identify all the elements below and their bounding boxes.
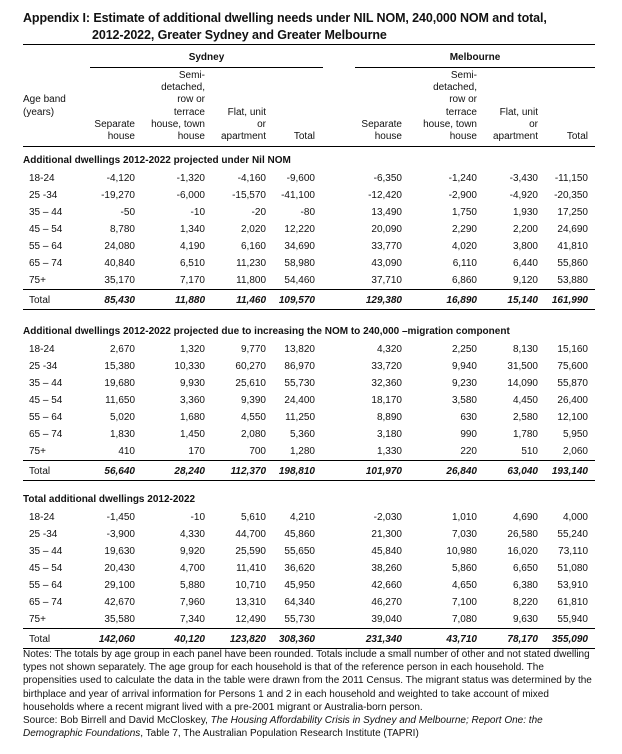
sydney-cell: -4,160 xyxy=(237,173,266,184)
sydney-total-cell: 109,570 xyxy=(278,295,315,306)
sydney-col-header-flat: or xyxy=(257,118,266,130)
melbourne-cell: 3,580 xyxy=(451,395,477,406)
sydney-total-cell: 40,120 xyxy=(174,634,205,645)
melbourne-cell: 6,380 xyxy=(512,580,538,591)
melbourne-cell: 33,770 xyxy=(371,241,402,252)
sydney-cell: 35,170 xyxy=(104,275,135,286)
sydney-cell: 11,410 xyxy=(236,563,266,574)
age-band-label: 25 -34 xyxy=(29,529,58,540)
sydney-cell: 45,950 xyxy=(284,580,315,591)
melbourne-cell: -6,350 xyxy=(373,173,402,184)
sydney-cell: -50 xyxy=(120,207,135,218)
sydney-total-cell: 112,370 xyxy=(230,466,266,477)
sydney-cell: 40,840 xyxy=(104,258,135,269)
sydney-cell: 4,330 xyxy=(179,529,205,540)
melbourne-cell: 5,860 xyxy=(451,563,477,574)
melbourne-total-cell: 78,170 xyxy=(507,634,538,645)
sydney-cell: 12,490 xyxy=(235,614,266,625)
melbourne-cell: 10,980 xyxy=(446,546,477,557)
total-label: Total xyxy=(29,466,51,477)
sydney-cell: 55,730 xyxy=(284,614,315,625)
melbourne-cell: 15,160 xyxy=(557,344,588,355)
melbourne-total-cell: 26,840 xyxy=(446,466,477,477)
sydney-cell: 10,330 xyxy=(174,361,205,372)
melbourne-cell: 26,400 xyxy=(557,395,588,406)
sydney-cell: -15,570 xyxy=(232,190,266,201)
melbourne-cell: 6,860 xyxy=(451,275,477,286)
melbourne-cell: 21,300 xyxy=(371,529,402,540)
melbourne-cell: 17,250 xyxy=(557,207,588,218)
total-row-bottom-divider xyxy=(23,309,595,310)
melbourne-col-header-separate: Separate xyxy=(361,118,402,130)
sydney-total-cell: 11,460 xyxy=(236,295,266,306)
age-band-label: 35 – 44 xyxy=(29,546,63,557)
melbourne-cell: 7,100 xyxy=(451,597,477,608)
melbourne-cell: 9,230 xyxy=(451,378,477,389)
melbourne-cell: 42,660 xyxy=(371,580,402,591)
sydney-cell: 4,190 xyxy=(179,241,205,252)
sydney-cell: 25,610 xyxy=(235,378,266,389)
age-band-label: 75+ xyxy=(29,614,46,625)
melbourne-cell: 46,270 xyxy=(371,597,402,608)
sydney-cell: 1,320 xyxy=(179,344,205,355)
age-band-label: 65 – 74 xyxy=(29,258,63,269)
sydney-cell: 7,170 xyxy=(179,275,205,286)
age-band-header-line-1: Age band xyxy=(23,94,66,106)
melbourne-cell: 1,330 xyxy=(376,446,402,457)
page-title xyxy=(23,10,603,44)
title-line-2: 2012-2022, Greater Sydney and Greater Melbourne xyxy=(92,28,387,42)
sydney-cell: 1,340 xyxy=(179,224,205,235)
melbourne-cell: -11,150 xyxy=(554,173,588,184)
region-header-sydney: Sydney xyxy=(188,52,225,63)
melbourne-cell: 4,320 xyxy=(376,344,402,355)
melbourne-total-cell: 193,140 xyxy=(551,466,588,477)
age-band-label: 75+ xyxy=(29,446,46,457)
panel-title: Additional dwellings 2012-2022 projected under Nil NOM xyxy=(23,155,291,166)
melbourne-cell: 61,810 xyxy=(557,597,588,608)
sydney-total-cell: 28,240 xyxy=(174,466,205,477)
sydney-total-cell: 142,060 xyxy=(98,634,135,645)
sydney-cell: 7,960 xyxy=(179,597,205,608)
source-suffix: , Table 7, The Australian Population Research Institute (TAPRI) xyxy=(140,728,419,740)
sydney-cell: 34,690 xyxy=(284,241,315,252)
melbourne-col-header-semi: Semi- xyxy=(450,70,477,81)
sydney-cell: 44,700 xyxy=(235,529,266,540)
melbourne-cell: 55,870 xyxy=(557,378,588,389)
sydney-cell: 60,270 xyxy=(235,361,266,372)
sydney-cell: 13,820 xyxy=(284,344,315,355)
sydney-cell: 10,710 xyxy=(235,580,266,591)
melbourne-cell: -12,420 xyxy=(368,190,402,201)
sydney-cell: 58,980 xyxy=(284,258,315,269)
sydney-cell: 13,310 xyxy=(235,597,266,608)
melbourne-total-cell: 231,340 xyxy=(365,634,402,645)
melbourne-cell: 16,020 xyxy=(507,546,538,557)
melbourne-cell: 31,500 xyxy=(507,361,538,372)
sydney-cell: -6,000 xyxy=(176,190,205,201)
age-band-label: 65 – 74 xyxy=(29,429,63,440)
age-band-label: 45 – 54 xyxy=(29,224,63,235)
sydney-cell: 15,380 xyxy=(104,361,135,372)
age-band-label: 55 – 64 xyxy=(29,412,63,423)
melbourne-cell: 41,810 xyxy=(557,241,588,252)
melbourne-cell: 55,240 xyxy=(557,529,588,540)
age-band-label: 18-24 xyxy=(29,173,55,184)
melbourne-header-underline xyxy=(355,67,595,68)
melbourne-cell: 4,650 xyxy=(451,580,477,591)
title-line-1: Appendix I: Estimate of additional dwelling needs under NIL NOM, 240,000 NOM and total, xyxy=(23,11,547,25)
title-divider xyxy=(23,44,595,45)
sydney-total-cell: 198,810 xyxy=(278,466,315,477)
melbourne-col-header-flat: or xyxy=(529,118,538,130)
melbourne-cell: 510 xyxy=(521,446,538,457)
melbourne-cell: 6,440 xyxy=(512,258,538,269)
melbourne-cell: 1,750 xyxy=(451,207,477,218)
sydney-cell: 11,230 xyxy=(236,258,266,269)
age-band-header-line-2: (years) xyxy=(23,106,55,118)
age-band-label: 65 – 74 xyxy=(29,597,63,608)
sydney-cell: -1,450 xyxy=(106,512,135,523)
melbourne-cell: 33,720 xyxy=(371,361,402,372)
sydney-cell: -80 xyxy=(300,207,315,218)
sydney-cell: -19,270 xyxy=(101,190,135,201)
melbourne-cell: 8,220 xyxy=(512,597,538,608)
sydney-cell: 410 xyxy=(118,446,135,457)
sydney-col-header-flat: apartment xyxy=(220,131,266,142)
sydney-cell: 1,450 xyxy=(179,429,205,440)
total-label: Total xyxy=(29,634,51,645)
sydney-header-underline xyxy=(90,67,323,68)
sydney-cell: 64,340 xyxy=(284,597,315,608)
melbourne-cell: 32,360 xyxy=(371,378,402,389)
sydney-cell: 45,860 xyxy=(284,529,315,540)
age-band-label: 35 – 44 xyxy=(29,378,63,389)
sydney-total-cell: 11,880 xyxy=(175,295,205,306)
sydney-cell: 3,360 xyxy=(179,395,205,406)
melbourne-cell: 3,800 xyxy=(512,241,538,252)
sydney-cell: 35,580 xyxy=(104,614,135,625)
sydney-cell: 4,210 xyxy=(289,512,315,523)
total-row-top-divider xyxy=(23,289,595,290)
melbourne-col-header-flat: apartment xyxy=(492,131,538,142)
sydney-cell: 29,100 xyxy=(104,580,135,591)
melbourne-cell: 75,600 xyxy=(557,361,588,372)
sydney-cell: 19,680 xyxy=(104,378,135,389)
sydney-col-header-semi: Semi- xyxy=(178,70,205,81)
sydney-cell: 5,610 xyxy=(240,512,266,523)
age-band-label: 55 – 64 xyxy=(29,580,63,591)
melbourne-cell: 51,080 xyxy=(557,563,588,574)
melbourne-cell: -1,240 xyxy=(448,173,477,184)
sydney-total-cell: 56,640 xyxy=(104,466,135,477)
melbourne-cell: 39,040 xyxy=(371,614,402,625)
melbourne-cell: 4,690 xyxy=(512,512,538,523)
sydney-cell: 24,400 xyxy=(284,395,315,406)
age-band-label: 75+ xyxy=(29,275,46,286)
melbourne-cell: 9,120 xyxy=(512,275,538,286)
melbourne-cell: 4,000 xyxy=(562,512,588,523)
source-prefix: Source: Bob Birrell and David McCloskey, xyxy=(23,715,211,727)
melbourne-col-header-semi: detached, xyxy=(433,82,477,94)
sydney-cell: 5,020 xyxy=(109,412,135,423)
melbourne-cell: 4,020 xyxy=(451,241,477,252)
melbourne-cell: 9,630 xyxy=(512,614,538,625)
melbourne-cell: 4,450 xyxy=(512,395,538,406)
sydney-total-cell: 85,430 xyxy=(104,295,135,306)
melbourne-cell: 6,650 xyxy=(512,563,538,574)
melbourne-total-cell: 161,990 xyxy=(551,295,588,306)
total-row-top-divider xyxy=(23,460,595,461)
melbourne-col-header-separate: house xyxy=(374,131,402,142)
sydney-cell: 4,550 xyxy=(240,412,266,423)
sydney-cell: 24,080 xyxy=(104,241,135,252)
sydney-cell: 19,630 xyxy=(104,546,135,557)
melbourne-total-cell: 15,140 xyxy=(507,295,538,306)
melbourne-col-header-total: Total xyxy=(566,131,588,142)
melbourne-cell: 38,260 xyxy=(371,563,402,574)
melbourne-cell: 8,890 xyxy=(376,412,402,423)
melbourne-cell: 53,910 xyxy=(557,580,588,591)
melbourne-total-cell: 129,380 xyxy=(365,295,402,306)
sydney-col-header-semi: house xyxy=(177,131,205,142)
age-band-label: 18-24 xyxy=(29,344,55,355)
table-notes xyxy=(23,648,598,740)
melbourne-cell: -3,430 xyxy=(509,173,538,184)
age-band-label: 25 -34 xyxy=(29,190,58,201)
melbourne-col-header-flat: Flat, unit xyxy=(499,106,538,118)
sydney-col-header-separate: Separate xyxy=(94,118,135,130)
sydney-cell: 1,280 xyxy=(289,446,315,457)
melbourne-cell: 2,250 xyxy=(451,344,477,355)
sydney-cell: 5,880 xyxy=(179,580,205,591)
melbourne-cell: 2,060 xyxy=(562,446,588,457)
sydney-cell: 5,360 xyxy=(289,429,315,440)
melbourne-cell: 43,090 xyxy=(371,258,402,269)
sydney-col-header-semi: terrace xyxy=(173,106,205,118)
total-label: Total xyxy=(29,295,51,306)
melbourne-cell: 7,080 xyxy=(451,614,477,625)
melbourne-cell: 20,090 xyxy=(371,224,402,235)
melbourne-cell: 8,130 xyxy=(512,344,538,355)
sydney-cell: 6,510 xyxy=(179,258,205,269)
panel-title: Total additional dwellings 2012-2022 xyxy=(23,494,196,505)
age-band-label: 18-24 xyxy=(29,512,55,523)
age-band-label: 25 -34 xyxy=(29,361,58,372)
melbourne-cell: 220 xyxy=(460,446,477,457)
age-band-label: 55 – 64 xyxy=(29,241,63,252)
melbourne-cell: 1,780 xyxy=(512,429,538,440)
melbourne-col-header-semi: house, town xyxy=(423,118,477,130)
region-header-melbourne: Melbourne xyxy=(449,52,501,63)
melbourne-cell: 37,710 xyxy=(371,275,402,286)
sydney-cell: 700 xyxy=(249,446,266,457)
melbourne-cell: 55,940 xyxy=(557,614,588,625)
melbourne-cell: 3,180 xyxy=(376,429,402,440)
sydney-cell: 9,390 xyxy=(240,395,266,406)
sydney-cell: -20 xyxy=(251,207,266,218)
melbourne-total-cell: 101,970 xyxy=(365,466,402,477)
melbourne-total-cell: 355,090 xyxy=(551,634,588,645)
total-row-top-divider xyxy=(23,628,595,629)
sydney-cell: 9,770 xyxy=(240,344,266,355)
melbourne-cell: 13,490 xyxy=(371,207,402,218)
sydney-cell: 1,830 xyxy=(109,429,135,440)
melbourne-col-header-semi: house xyxy=(449,131,477,142)
melbourne-cell: 7,030 xyxy=(451,529,477,540)
sydney-cell: 20,430 xyxy=(104,563,135,574)
sydney-col-header-semi: house, town xyxy=(151,118,205,130)
melbourne-total-cell: 43,710 xyxy=(446,634,477,645)
sydney-cell: -4,120 xyxy=(106,173,135,184)
sydney-cell: 9,920 xyxy=(179,546,205,557)
sydney-cell: 12,220 xyxy=(284,224,315,235)
notes-text: Notes: The totals by age group in each panel have been rounded. Totals include a small number of other and not stated dwelling types not shown separately. The age group for each household is that of the reference person in each household. The propensities used to calculate the data in the table were drawn from the 2011 Census. The migrant status was determined by the birthplace and year of arrival information for Persons 1 and 2 in each household and weighted to take account of mixed households where a recent migrant lived with a pre-2001 migrant or Australia-born person. xyxy=(23,649,592,713)
melbourne-cell: -2,030 xyxy=(373,512,402,523)
age-band-label: 35 – 44 xyxy=(29,207,63,218)
panel-title: Additional dwellings 2012-2022 projected due to increasing the NOM to 240,000 –migration component xyxy=(23,326,510,337)
melbourne-cell: -4,920 xyxy=(509,190,538,201)
source-title: The Housing Affordability Crisis in Sydney and Melbourne; Report One: the Demographic Foundations xyxy=(23,715,543,740)
melbourne-cell: 1,010 xyxy=(451,512,477,523)
sydney-cell: 25,590 xyxy=(235,546,266,557)
sydney-cell: 8,780 xyxy=(109,224,135,235)
column-header-divider xyxy=(23,146,595,147)
age-band-label: 45 – 54 xyxy=(29,395,63,406)
melbourne-col-header-semi: row or xyxy=(449,94,477,106)
melbourne-cell: -2,900 xyxy=(448,190,477,201)
sydney-cell: 11,650 xyxy=(105,395,135,406)
sydney-cell: -9,600 xyxy=(286,173,315,184)
sydney-cell: 2,670 xyxy=(109,344,135,355)
sydney-cell: -10 xyxy=(190,512,205,523)
melbourne-cell: 73,110 xyxy=(558,546,588,557)
sydney-cell: 54,460 xyxy=(284,275,315,286)
sydney-cell: 170 xyxy=(188,446,205,457)
melbourne-cell: 55,860 xyxy=(557,258,588,269)
melbourne-cell: 45,840 xyxy=(371,546,402,557)
sydney-cell: 11,250 xyxy=(285,412,315,423)
sydney-cell: 2,020 xyxy=(240,224,266,235)
sydney-cell: 1,680 xyxy=(179,412,205,423)
sydney-col-header-flat: Flat, unit xyxy=(227,106,266,118)
sydney-cell: 11,800 xyxy=(236,275,266,286)
sydney-cell: -3,900 xyxy=(106,529,135,540)
sydney-col-header-semi: row or xyxy=(177,94,205,106)
melbourne-cell: 1,930 xyxy=(512,207,538,218)
melbourne-cell: 6,110 xyxy=(452,258,477,269)
sydney-cell: 36,620 xyxy=(284,563,315,574)
total-row-bottom-divider xyxy=(23,480,595,481)
melbourne-cell: 9,940 xyxy=(451,361,477,372)
melbourne-cell: 18,170 xyxy=(371,395,402,406)
sydney-cell: 7,340 xyxy=(179,614,205,625)
melbourne-total-cell: 16,890 xyxy=(446,295,477,306)
melbourne-cell: 5,950 xyxy=(562,429,588,440)
melbourne-cell: 53,880 xyxy=(557,275,588,286)
sydney-cell: 2,080 xyxy=(240,429,266,440)
melbourne-cell: 2,580 xyxy=(512,412,538,423)
sydney-cell: 6,160 xyxy=(240,241,266,252)
sydney-cell: 55,650 xyxy=(284,546,315,557)
sydney-col-header-semi: detached, xyxy=(161,82,205,94)
sydney-col-header-separate: house xyxy=(107,131,135,142)
melbourne-cell: 14,090 xyxy=(507,378,538,389)
sydney-cell: 9,930 xyxy=(179,378,205,389)
melbourne-cell: 26,580 xyxy=(507,529,538,540)
sydney-cell: -41,100 xyxy=(281,190,315,201)
melbourne-cell: 630 xyxy=(460,412,477,423)
melbourne-cell: 2,290 xyxy=(451,224,477,235)
sydney-cell: -1,320 xyxy=(176,173,205,184)
sydney-cell: -10 xyxy=(190,207,205,218)
melbourne-col-header-semi: terrace xyxy=(445,106,477,118)
age-band-label: 45 – 54 xyxy=(29,563,63,574)
sydney-total-cell: 308,360 xyxy=(278,634,315,645)
melbourne-cell: -20,350 xyxy=(554,190,588,201)
melbourne-cell: 24,690 xyxy=(557,224,588,235)
sydney-col-header-total: Total xyxy=(293,131,315,142)
sydney-cell: 86,970 xyxy=(284,361,315,372)
sydney-cell: 4,700 xyxy=(179,563,205,574)
melbourne-cell: 2,200 xyxy=(512,224,538,235)
melbourne-cell: 990 xyxy=(460,429,477,440)
sydney-cell: 55,730 xyxy=(284,378,315,389)
sydney-cell: 42,670 xyxy=(104,597,135,608)
melbourne-total-cell: 63,040 xyxy=(507,466,538,477)
sydney-total-cell: 123,820 xyxy=(229,634,266,645)
melbourne-cell: 12,100 xyxy=(557,412,588,423)
